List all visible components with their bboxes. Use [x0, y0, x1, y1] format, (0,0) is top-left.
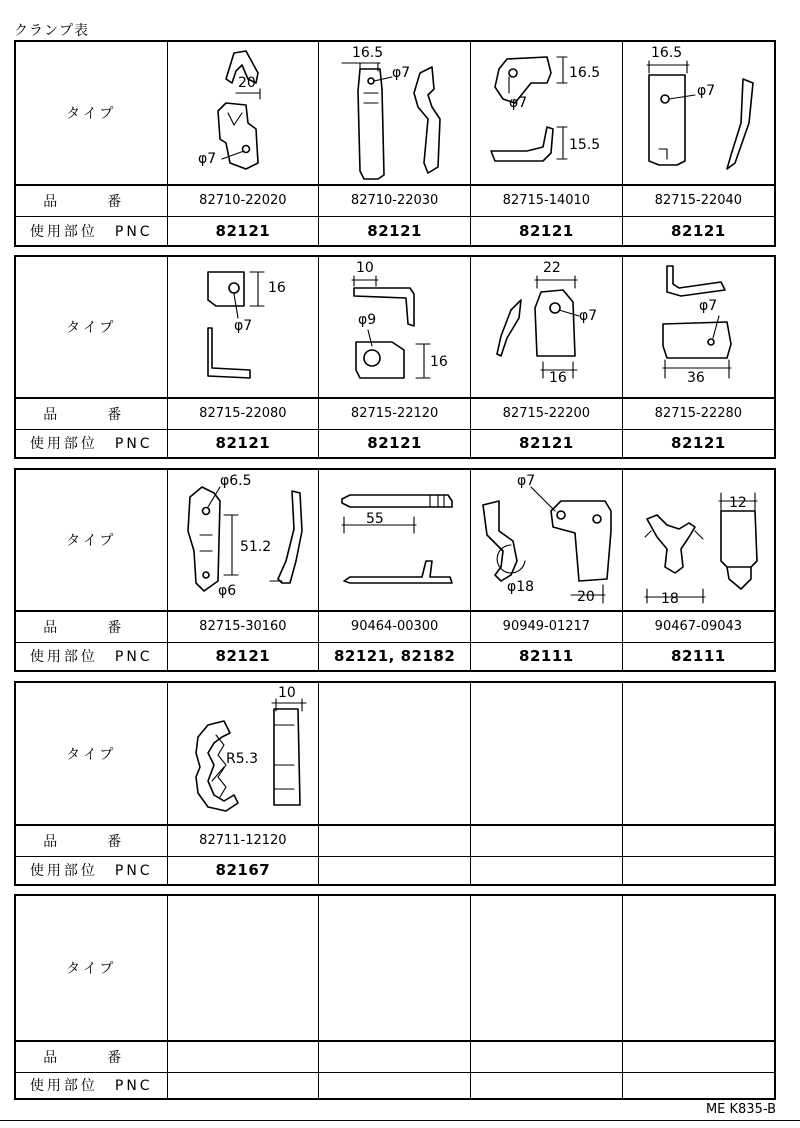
dim-phi7: φ7: [233, 318, 253, 334]
pnc-cell: 82167: [167, 856, 319, 884]
clip-diagram-82710-22030: [319, 42, 471, 185]
dim-phi7: φ7: [697, 83, 716, 99]
dim-phi7: φ7: [699, 298, 718, 314]
dim-15-5: 15.5: [569, 137, 601, 153]
empty-cell: [319, 856, 471, 884]
pnc-cell: 82111: [471, 642, 623, 670]
part-no-cell: 82711-12120: [167, 825, 319, 856]
part-no-cell: 90464-00300: [319, 611, 471, 642]
empty-cell: [471, 683, 623, 825]
empty-cell: [319, 1072, 471, 1098]
dim-22: 22: [543, 260, 562, 276]
empty-cell: [622, 896, 774, 1041]
part-no-cell: 90949-01217: [471, 611, 623, 642]
empty-cell: [319, 896, 471, 1041]
type-label: タイプ: [16, 896, 167, 1041]
empty-cell: [471, 1072, 623, 1098]
pnc-cell: 82121, 82182: [319, 642, 471, 670]
pnc-cell: 82121: [167, 642, 319, 670]
clip-diagram-90949-01217: [471, 470, 623, 611]
empty-cell: [622, 825, 774, 856]
part-no-cell: 82715-22080: [167, 398, 319, 429]
dim-10: 10: [355, 260, 374, 276]
pnc-cell: 82121: [167, 429, 319, 457]
part-no-cell: 90467-09043: [622, 611, 774, 642]
dim-36: 36: [687, 370, 706, 386]
clamp-table-block-2: [14, 255, 776, 459]
dim-16: 16: [267, 280, 286, 296]
usage-pnc-label: 使用部位 PNC: [16, 429, 167, 457]
dim-12: 12: [729, 495, 748, 511]
dim-phi9: φ9: [357, 312, 376, 328]
type-label: タイプ: [16, 470, 167, 611]
dim-16-5: 16.5: [569, 65, 601, 81]
empty-cell: [622, 1041, 774, 1072]
dim-phi7: φ7: [517, 473, 536, 489]
clip-diagram-82710-22020: [167, 42, 319, 185]
part-no-label: 品 番: [16, 185, 167, 216]
clamp-table-block-3: [14, 468, 776, 672]
clip-diagram-90467-09043: [622, 470, 774, 611]
part-no-cell: 82710-22030: [319, 185, 471, 216]
empty-cell: [471, 856, 623, 884]
pnc-cell: 82121: [622, 216, 774, 245]
clip-diagram-82715-22120: [319, 257, 471, 398]
empty-cell: [167, 1041, 319, 1072]
clip-diagram-82715-22040: [622, 42, 774, 185]
type-label: タイプ: [16, 257, 167, 398]
dim-phi7: φ7: [509, 95, 528, 111]
dim-phi6-5: φ6.5: [219, 473, 252, 489]
dim-55: 55: [365, 511, 384, 527]
usage-pnc-label: 使用部位 PNC: [16, 1072, 167, 1098]
part-no-cell: 82715-22040: [622, 185, 774, 216]
dim-r5-3: R5.3: [225, 750, 258, 767]
dim-16-5: 16.5: [351, 45, 383, 61]
pnc-cell: 82121: [471, 429, 623, 457]
dim-16: 16: [429, 354, 448, 370]
empty-cell: [471, 896, 623, 1041]
empty-cell: [319, 683, 471, 825]
dim-phi7: φ7: [579, 308, 598, 324]
usage-pnc-label: 使用部位 PNC: [16, 642, 167, 670]
page-title: クランプ表: [14, 23, 89, 39]
pnc-cell: 82121: [471, 216, 623, 245]
empty-cell: [622, 683, 774, 825]
dim-20: 20: [577, 589, 596, 605]
clip-diagram-82715-22080: [167, 257, 319, 398]
pnc-cell: 82121: [319, 429, 471, 457]
pnc-cell: 82121: [167, 216, 319, 245]
part-no-label: 品 番: [16, 611, 167, 642]
dim-phi7: φ7: [197, 151, 217, 167]
dim-phi7: φ7: [391, 65, 410, 81]
clip-diagram-82715-22280: [622, 257, 774, 398]
type-label: タイプ: [16, 683, 167, 825]
empty-cell: [622, 1072, 774, 1098]
dim-phi18: φ18: [507, 579, 535, 595]
usage-pnc-label: 使用部位 PNC: [16, 856, 167, 884]
dim-18: 18: [661, 591, 680, 607]
clamp-table-block-1: [14, 40, 776, 247]
empty-cell: [622, 856, 774, 884]
clip-diagram-82711-12120: [167, 683, 319, 825]
pnc-cell: 82111: [622, 642, 774, 670]
clamp-table-block-4: [14, 681, 776, 886]
dim-10: 10: [277, 684, 296, 701]
part-no-cell: 82715-22280: [622, 398, 774, 429]
empty-cell: [471, 1041, 623, 1072]
dim-16-5: 16.5: [651, 45, 683, 61]
clip-diagram-82715-30160: [167, 470, 319, 611]
bottom-divider: [0, 1120, 800, 1121]
dim-16: 16: [549, 370, 568, 386]
document-code: ME K835-B: [705, 1102, 776, 1117]
part-no-label: 品 番: [16, 398, 167, 429]
part-no-cell: 82715-22120: [319, 398, 471, 429]
dim-phi6: φ6: [217, 583, 237, 599]
part-no-cell: 82715-14010: [471, 185, 623, 216]
empty-cell: [319, 1041, 471, 1072]
usage-pnc-label: 使用部位 PNC: [16, 216, 167, 245]
empty-cell: [471, 825, 623, 856]
part-no-label: 品 番: [16, 825, 167, 856]
part-no-cell: 82715-30160: [167, 611, 319, 642]
clip-diagram-82715-22200: [471, 257, 623, 398]
pnc-cell: 82121: [622, 429, 774, 457]
type-label: タイプ: [16, 42, 167, 185]
pnc-cell: 82121: [319, 216, 471, 245]
clip-diagram-82715-14010: [471, 42, 623, 185]
dim-20: 20: [237, 75, 256, 91]
part-no-cell: 82710-22020: [167, 185, 319, 216]
part-no-label: 品 番: [16, 1041, 167, 1072]
dim-51-2: 51.2: [239, 539, 272, 555]
empty-cell: [167, 896, 319, 1041]
part-no-cell: 82715-22200: [471, 398, 623, 429]
empty-cell: [167, 1072, 319, 1098]
clip-diagram-90464-00300: [319, 470, 471, 611]
clamp-table-block-5: [14, 894, 776, 1100]
empty-cell: [319, 825, 471, 856]
